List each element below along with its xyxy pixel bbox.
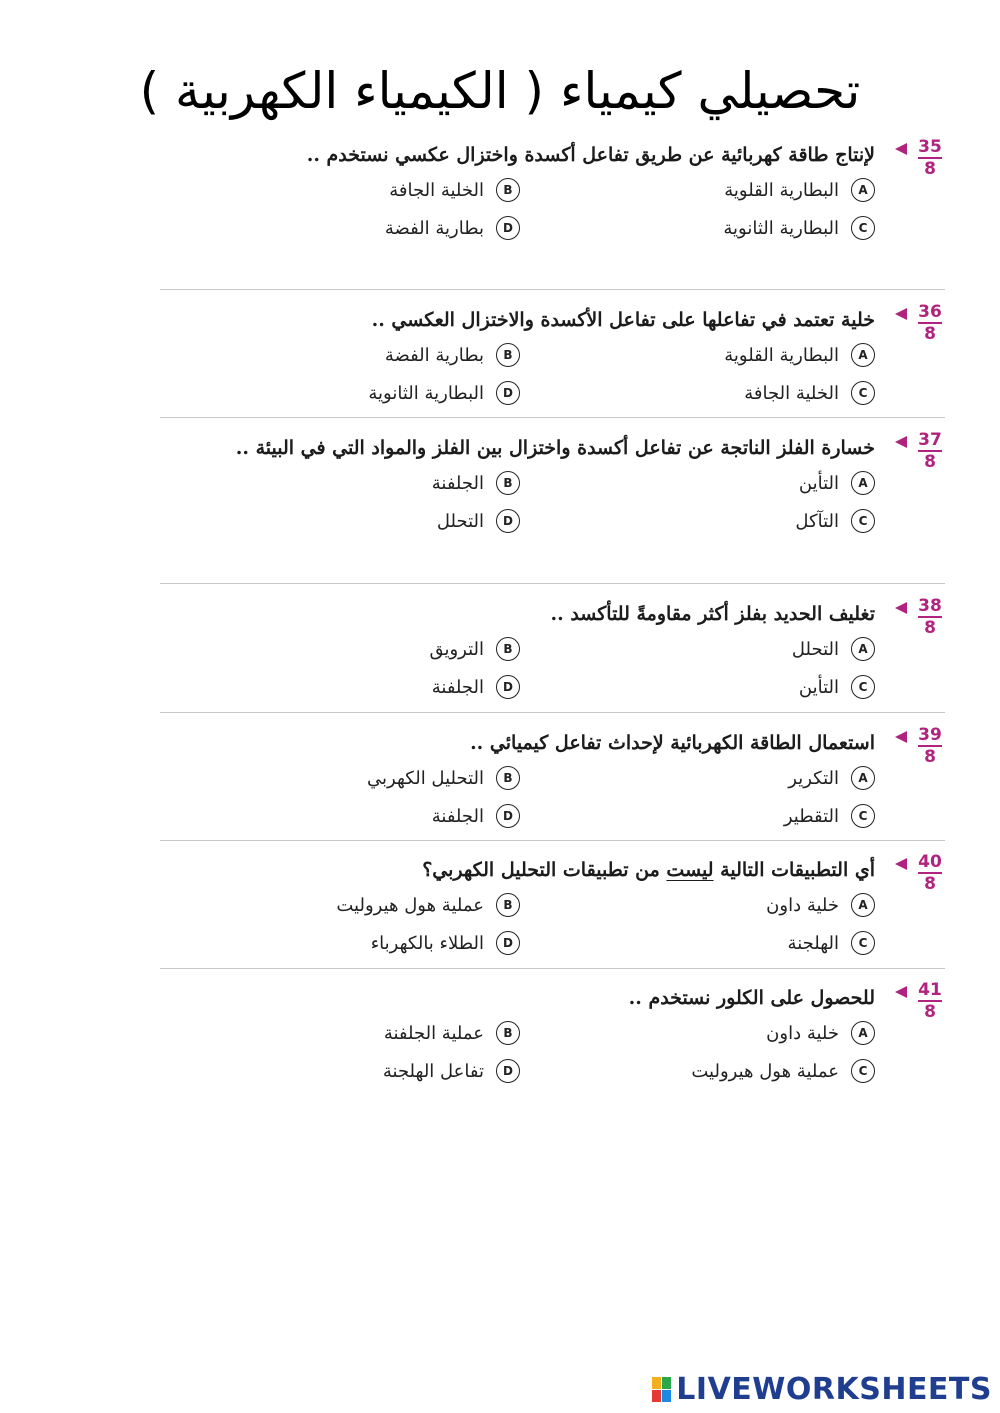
option-c[interactable]: C الهلجنة: [788, 931, 875, 955]
option-d[interactable]: D تفاعل الهلجنة: [383, 1059, 520, 1083]
answer-options: [160, 637, 945, 713]
question-text: خلية تعتمد في تفاعلها على تفاعل الأكسدة والاختزال العكسي ..: [371, 309, 875, 331]
question-number: 35 8: [918, 137, 942, 179]
option-letter-icon: A: [851, 893, 875, 917]
option-letter-icon: B: [496, 766, 520, 790]
option-letter-icon: D: [496, 216, 520, 240]
divider: [160, 712, 945, 713]
question-36: [160, 302, 945, 419]
option-letter-icon: A: [851, 766, 875, 790]
question-37: [160, 430, 945, 547]
underlined-word: ليست: [666, 859, 714, 881]
arrow-icon: [895, 986, 907, 998]
option-letter-icon: B: [496, 893, 520, 917]
brand-name: LIVEWORKSHEETS: [676, 1372, 992, 1407]
question-35: [160, 137, 945, 254]
option-letter-icon: B: [496, 178, 520, 202]
option-c[interactable]: C التأين: [799, 675, 875, 699]
arrow-icon: [895, 436, 907, 448]
option-letter-icon: D: [496, 675, 520, 699]
option-letter-icon: D: [496, 1059, 520, 1083]
logo-icon: [652, 1377, 672, 1403]
option-d[interactable]: D الطلاء بالكهرباء: [371, 931, 520, 955]
question-number: 39 8: [918, 725, 942, 767]
question-39: [160, 725, 945, 842]
divider: [160, 840, 945, 841]
option-b[interactable]: B الجلفنة: [432, 471, 520, 495]
option-d[interactable]: D الجلفنة: [432, 675, 520, 699]
option-d[interactable]: D بطارية الفضة: [385, 216, 520, 240]
option-b[interactable]: B عملية الجلفنة: [384, 1021, 520, 1045]
option-c[interactable]: C التآكل: [795, 509, 875, 533]
option-letter-icon: D: [496, 381, 520, 405]
option-letter-icon: D: [496, 509, 520, 533]
option-a[interactable]: A البطارية القلوية: [724, 178, 875, 202]
option-b[interactable]: B بطارية الفضة: [385, 343, 520, 367]
option-b[interactable]: B التحليل الكهربي: [367, 766, 520, 790]
option-d[interactable]: D التحلل: [437, 509, 520, 533]
question-number: 41 8: [918, 980, 942, 1022]
option-d[interactable]: D البطارية الثانوية: [368, 381, 520, 405]
arrow-icon: [895, 143, 907, 155]
divider: [160, 417, 945, 418]
option-letter-icon: C: [851, 381, 875, 405]
option-letter-icon: B: [496, 637, 520, 661]
question-40: [160, 852, 945, 969]
option-letter-icon: B: [496, 471, 520, 495]
option-c[interactable]: C البطارية الثانوية: [723, 216, 875, 240]
question-number: 36 8: [918, 302, 942, 344]
arrow-icon: [895, 858, 907, 870]
option-c[interactable]: C عملية هول هيروليت: [691, 1059, 875, 1083]
option-a[interactable]: A التحلل: [792, 637, 875, 661]
answer-options: [160, 178, 945, 254]
arrow-icon: [895, 308, 907, 320]
option-letter-icon: A: [851, 343, 875, 367]
option-b[interactable]: B الخلية الجافة: [389, 178, 520, 202]
option-letter-icon: A: [851, 471, 875, 495]
question-text: لإنتاج طاقة كهربائية عن طريق تفاعل أكسدة واختزال عكسي نستخدم ..: [306, 144, 875, 166]
option-letter-icon: C: [851, 509, 875, 533]
option-a[interactable]: A التأين: [799, 471, 875, 495]
option-a[interactable]: A التكرير: [788, 766, 875, 790]
liveworksheets-logo: [652, 1372, 992, 1407]
option-b[interactable]: B الترويق: [429, 637, 520, 661]
question-text: استعمال الطاقة الكهربائية لإحداث تفاعل كيميائي ..: [470, 732, 875, 754]
option-a[interactable]: A خلية داون: [766, 893, 875, 917]
divider: [160, 583, 945, 584]
question-41: [160, 980, 945, 1097]
option-letter-icon: C: [851, 804, 875, 828]
option-letter-icon: C: [851, 931, 875, 955]
answer-options: [160, 893, 945, 969]
option-b[interactable]: B عملية هول هيروليت: [336, 893, 520, 917]
option-letter-icon: B: [496, 1021, 520, 1045]
option-letter-icon: B: [496, 343, 520, 367]
question-text: أي التطبيقات التالية ليست من تطبيقات التحليل الكهربي؟: [422, 859, 875, 881]
option-letter-icon: C: [851, 1059, 875, 1083]
option-letter-icon: D: [496, 931, 520, 955]
option-letter-icon: A: [851, 637, 875, 661]
question-text: تغليف الحديد بفلز أكثر مقاومةً للتأكسد ..: [550, 603, 875, 625]
question-number: 37 8: [918, 430, 942, 472]
arrow-icon: [895, 602, 907, 614]
answer-options: [160, 471, 945, 547]
question-38: [160, 596, 945, 713]
answer-options: [160, 1021, 945, 1097]
option-a[interactable]: A البطارية القلوية: [724, 343, 875, 367]
divider: [160, 289, 945, 290]
option-letter-icon: C: [851, 675, 875, 699]
option-c[interactable]: C التقطير: [784, 804, 875, 828]
divider: [160, 968, 945, 969]
option-letter-icon: A: [851, 1021, 875, 1045]
page-title: تحصيلي كيمياء ( الكيمياء الكهربية ): [139, 62, 861, 120]
answer-options: [160, 766, 945, 842]
question-text: خسارة الفلز الناتجة عن تفاعل أكسدة واختزال بين الفلز والمواد التي في البيئة ..: [235, 437, 875, 459]
option-a[interactable]: A خلية داون: [766, 1021, 875, 1045]
answer-options: [160, 343, 945, 419]
option-letter-icon: A: [851, 178, 875, 202]
option-d[interactable]: D الجلفنة: [432, 804, 520, 828]
option-letter-icon: D: [496, 804, 520, 828]
arrow-icon: [895, 731, 907, 743]
option-c[interactable]: C الخلية الجافة: [744, 381, 875, 405]
question-number: 40 8: [918, 852, 942, 894]
option-letter-icon: C: [851, 216, 875, 240]
question-number: 38 8: [918, 596, 942, 638]
question-text: للحصول على الكلور نستخدم ..: [628, 987, 875, 1009]
